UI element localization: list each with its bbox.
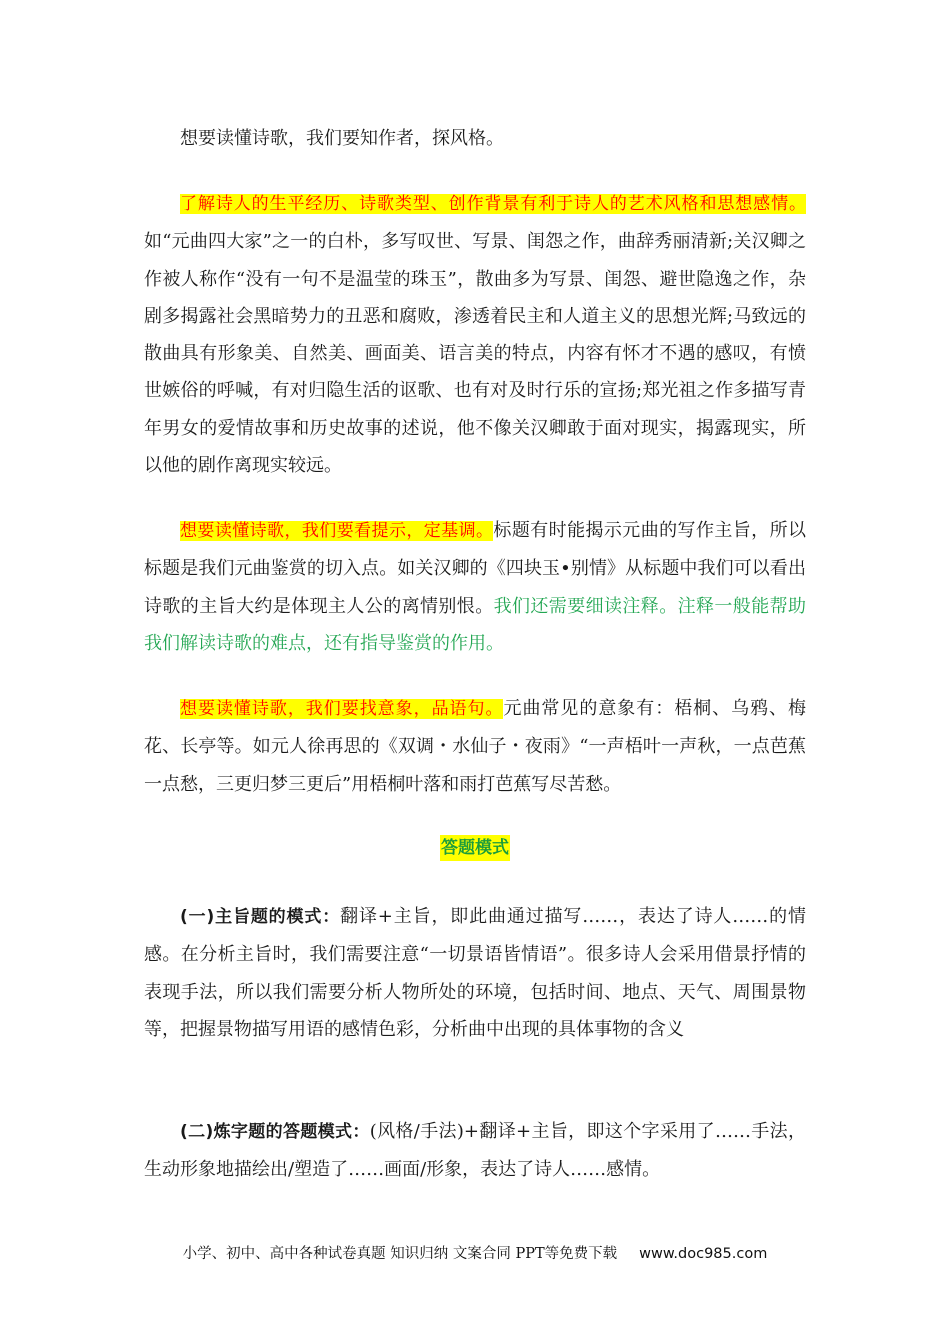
paragraph-3 bbox=[144, 512, 806, 662]
paragraph-5-text: 翻译+主旨，即此曲通过描写……，表达了诗人……的情感。在分析主旨时，我们需要注意“一切景语皆情语”。很多诗人会采用借景抒情的表现手法，所以我们需要分析人物所处的环境，包括时间、地点、天气、周围景物等，把握景物描写用语的感情色彩，分析曲中出现的具体事物的含义 bbox=[144, 906, 806, 1040]
paragraph-2-highlight: 了解诗人的生平经历、诗歌类型、创作背景有利于诗人的艺术风格和思想感情。 bbox=[180, 194, 806, 214]
paragraph-4-text: 元曲常见的意象有：梧桐、乌鸦、梅花、长亭等。如元人徐再思的《双调・水仙子・夜雨》“一声梧叶一声秋，一点芭蕉一点愁，三更归梦三更后”用梧桐叶落和雨打芭蕉写尽苦愁。 bbox=[144, 698, 807, 795]
paragraph-3-text: 标题有时能揭示元曲的写作主旨，所以标题是我们元曲鉴赏的切入点。如关汉卿的《四块玉•别情》从标题中我们可以看出诗歌的主旨大约是体现主人公的离情别恨。 bbox=[144, 520, 807, 617]
paragraph-5-label: (一)主旨题的模式： bbox=[180, 907, 341, 927]
paragraph-6 bbox=[144, 1113, 806, 1189]
paragraph-2 bbox=[144, 185, 806, 484]
footer-url[interactable]: www.doc985.com bbox=[639, 1246, 768, 1262]
paragraph-1 bbox=[144, 120, 806, 157]
paragraph-4-highlight: 想要读懂诗歌，我们要找意象，品语句。 bbox=[180, 699, 504, 719]
paragraph-5 bbox=[144, 898, 806, 1048]
paragraph-3-highlight: 想要读懂诗歌，我们要看提示，定基调。 bbox=[180, 521, 494, 541]
paragraph-4 bbox=[144, 690, 806, 803]
page-footer bbox=[0, 1242, 950, 1263]
footer-text: 小学、初中、高中各种试卷真题 知识归纳 文案合同 PPT等免费下载 bbox=[182, 1246, 618, 1262]
paragraph-6-label: (二)炼字题的答题模式： bbox=[180, 1122, 370, 1142]
paragraph-3-green-note: 我们还需要细读注释。注释一般能帮助我们解读诗歌的难点，还有指导鉴赏的作用。 bbox=[144, 595, 807, 654]
section-heading bbox=[144, 835, 806, 865]
paragraph-1-text: 想要读懂诗歌，我们要知作者，探风格。 bbox=[180, 128, 504, 149]
paragraph-6-text: (风格/手法)+翻译+主旨，即这个字采用了……手法，生动形象地描绘出/塑造了……画面/形象，表达了诗人……感情。 bbox=[144, 1121, 806, 1181]
paragraph-2-text: 如“元曲四大家”之一的白朴，多写叹世、写景、闺怨之作，曲辞秀丽清新;关汉卿之作被人称作“没有一句不是温莹的珠玉”，散曲多为写景、闺怨、避世隐逸之作，杂剧多揭露社会黑暗势力的丑恶和腐败，渗透着民主和人道主义的思想光辉;马致远的散曲具有形象美、自然美、画面美、语言美的特点，内容有怀才不遇的感叹，有愤世嫉俗的呼喊，有对归隐生活的讴歌、也有对及时行乐的宣扬;郑光祖之作多描写青年男女的爱情故事和历史故事的述说，他不像关汉卿敢于面对现实，揭露现实，所以他的剧作离现实较远。 bbox=[144, 231, 806, 477]
section-heading-text: 答题模式 bbox=[440, 835, 510, 861]
